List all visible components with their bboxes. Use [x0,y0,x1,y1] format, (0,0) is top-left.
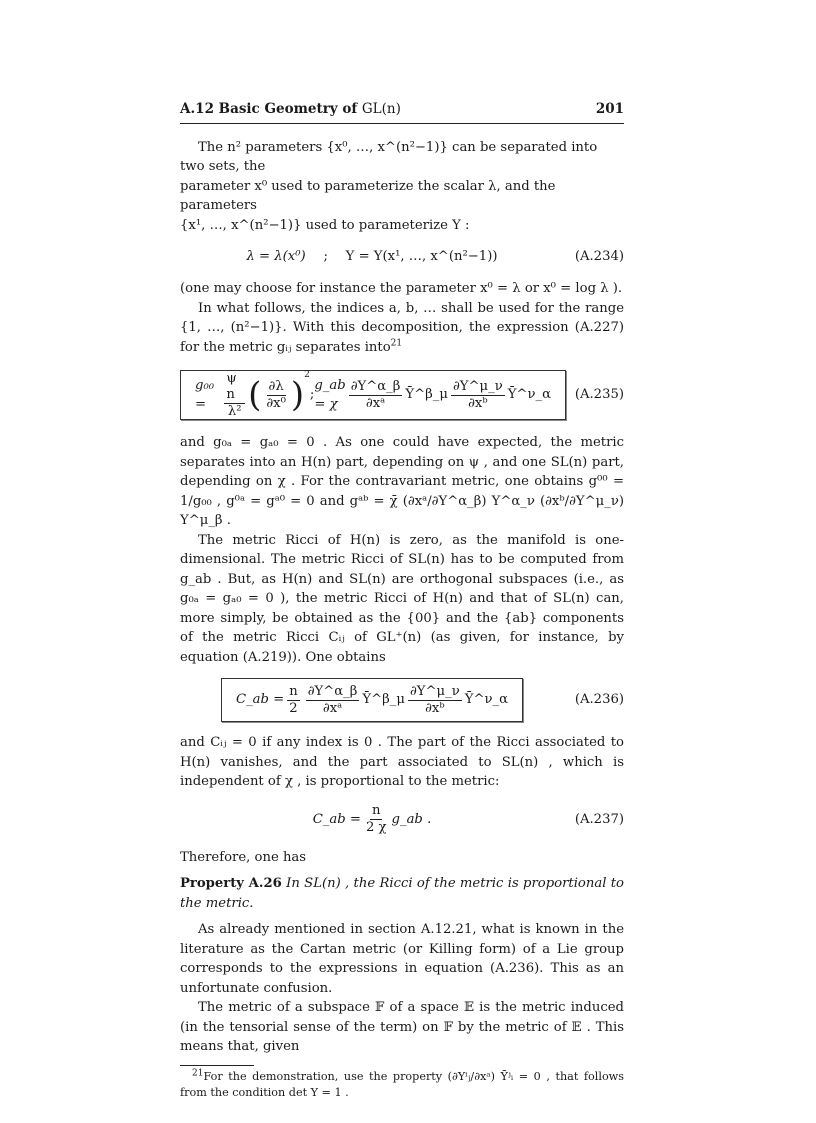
footnote-rule [180,1065,254,1066]
equation-number: (A.237) [574,811,624,827]
fraction: $\frac{\partial\Upsilon\^{}\alpha\_\beta}{\text{∂xᵃ}}$ [350,378,401,411]
paragraph-therefore: Therefore, one has [180,849,307,865]
equation-a234: λ = λ(x⁰) ; Y = Y(x¹, …, x^(n²−1)) (A.234) [180,243,624,271]
section-title: A.12 Basic Geometry of GL(n) [180,101,401,117]
property-text: In SL(n) , the Ricci of the metric is proportional to the metric. [180,876,624,911]
paragraph-subspace: The metric of a subspace 𝔽 of a space 𝔼 is the metric induced (in the tensorial sense of the term) on 𝔽 by the metric of 𝔼 . This means that, given [180,1000,624,1054]
equation-number: (A.234) [574,249,624,265]
paragraph-parameters: The n² parameters {x⁰, …, x^(n²−1)} can be separated into two sets, the parameter x⁰ used to parameterize the scalar λ, and the parameters {x¹, …, x^(n²−1)} used to parameterize Y : [180,139,598,233]
fraction: $\frac{\text{ψ n}}{\text{λ²}}$ [224,371,245,420]
paragraph-choice: (one may choose for instance the parameter x⁰ = λ or x⁰ = log λ ). [180,281,623,296]
fraction: $\frac{\partial\Upsilon\^{}\mu\_\nu}{\text{∂xᵇ}}$ [409,683,460,716]
boxed-equation: g₀₀ = $\frac{\text{ψ n}}{\text{λ²}}$ ( $\frac{\partial\lambda}{\text{∂x⁰}}$ ) 2 ; g_ab = χ $\frac{\partial\Upsilon\^{}\alpha\_\beta}{\text{∂xᵃ}}$ Ῡ^β_μ $\frac{\partial\Upsilon\^{}\mu\_\nu}{\text{∂xᵇ}}$ Ῡ^ν_α [180,370,566,420]
section-title-math: GL(n) [361,101,401,117]
fraction: $\frac{\partial\lambda}{\text{∂x⁰}}$ [266,378,286,411]
footnote: $^{21}$For the demonstration, use the property (∂Υⁱⱼ/∂xᵃ) Ῡʲᵢ = 0 , that follows from the condition det Y = 1 . [180,1067,624,1099]
fraction: $\frac{\partial\Upsilon\^{}\alpha\_\beta}{\text{∂xᵃ}}$ [307,683,358,716]
property-a26 [180,874,624,913]
page-number: 201 [595,101,624,117]
equation-number: (A.236) [574,692,624,708]
running-header [180,100,624,124]
paragraph-ricci: The metric Ricci of H(n) is zero, as the manifold is one-dimensional. The metric Ricci of SL(n) has to be computed from g_ab . But, as H(n) and SL(n) are orthogonal subspaces (i.e., as g₀ₐ = gₐ₀ = 0 ), the metric Ricci of H(n) and that of SL(n) can, more simply, be obtained as the {00} and the {ab} components of the metric Ricci Cᵢⱼ of GL⁺(n) (as given, for instance, by equation (A.219)). One obtains [180,532,624,665]
boxed-equation: C_ab = $\frac{n}{2}$ $\frac{\partial\Upsilon\^{}\alpha\_\beta}{\text{∂xᵃ}}$ Ῡ^β_μ $\frac{\partial\Upsilon\^{}\mu\_\nu}{\text{∂xᵇ}}$ Ῡ^ν_α [221,678,523,722]
fraction: $\frac{\partial\Upsilon\^{}\mu\_\nu}{\text{∂xᵇ}}$ [452,378,503,411]
paragraph-indices: In what follows, the indices a, b, … shall be used for the range {1, …, (n²−1)}. With this decomposition, the expression (A.227) for the metric gᵢⱼ separates into$^{21}$ [180,300,624,355]
paragraph-cartan: As already mentioned in section A.12.21, what is known in the literature as the Cartan metric (or Killing form) of a Lie group corresponds to the expressions in equation (A.236). This as an unfortunate confusion. [180,922,624,996]
equation-a235 [180,369,624,421]
paragraph-metric-separation: and g₀ₐ = gₐ₀ = 0 . As one could have expected, the metric separates into an H(n) part, depending on ψ , and one SL(n) part, depending on χ . For the contravariant metric, one obtains g⁰⁰ = 1/g₀₀ , g⁰ᵃ = gᵃ⁰ = 0 and gᵃᵇ = χ̄ (∂xᵃ/∂Υ^α_β) Υ^α_ν (∂xᵇ/∂Υ^μ_ν) Υ^μ_β . [180,435,624,528]
fraction: $\frac{n}{2 \chi}$ [365,803,387,835]
property-label: Property A.26 [180,876,282,891]
footnote-ref: 21 [390,338,403,349]
book-page [180,100,624,1101]
paragraph-ricci-vanishes: and Cᵢⱼ = 0 if any index is 0 . The part of the Ricci associated to H(n) vanishes, and the part associated to SL(n) , which is independent of χ , is proportional to the metric: [180,735,624,789]
equation-a236 [180,677,624,723]
fraction: $\frac{n}{2}$ [289,683,298,716]
equation-number: (A.235) [574,387,624,403]
equation-a237: C_ab = $\frac{n}{2 \chi}$ g_ab . (A.237) [312,803,624,835]
